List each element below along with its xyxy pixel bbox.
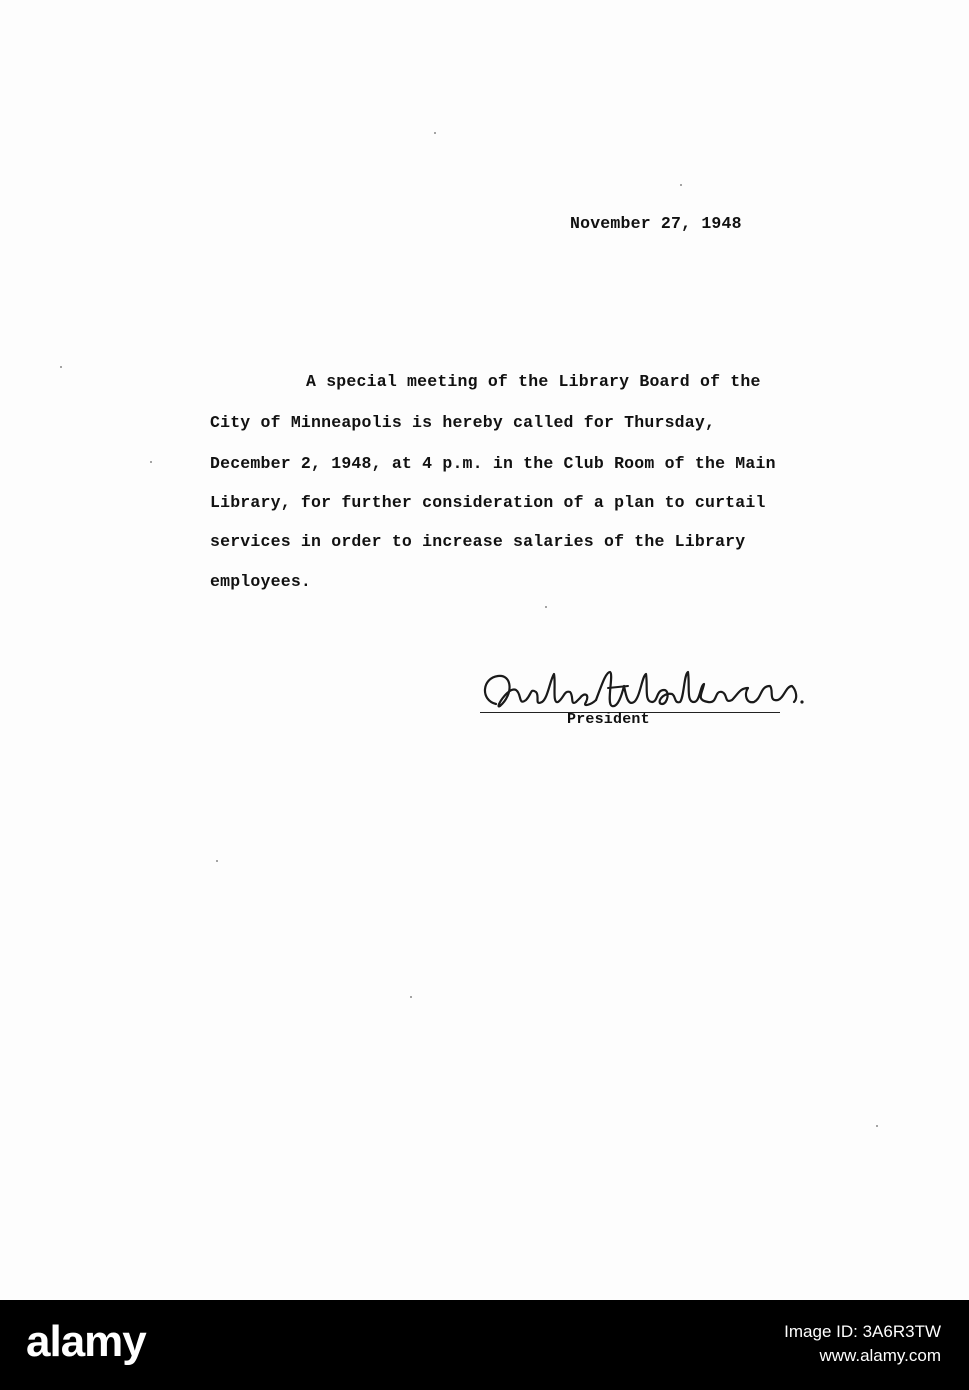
body-line-2: City of Minneapolis is hereby called for Thursday, <box>210 413 716 432</box>
letter-date: November 27, 1948 <box>570 214 742 233</box>
body-line-1: A special meeting of the Library Board of the <box>306 372 761 391</box>
paper-speck <box>680 184 682 186</box>
paper-speck <box>410 996 412 998</box>
paper-speck <box>216 860 218 862</box>
body-line-4: Library, for further consideration of a plan to curtail <box>210 493 766 512</box>
image-id: Image ID: 3A6R3TW <box>784 1322 941 1341</box>
alamy-logo <box>26 1318 186 1370</box>
body-line-3: December 2, 1948, at 4 p.m. in the Club Room of the Main <box>210 454 776 473</box>
signature-title: President <box>567 711 650 728</box>
paper-speck <box>60 366 62 368</box>
paper-speck <box>150 461 152 463</box>
paper-speck <box>545 606 547 608</box>
paper-speck <box>434 132 436 134</box>
paper-speck <box>876 1125 878 1127</box>
body-line-6: employees. <box>210 572 312 591</box>
handwritten-signature <box>478 664 814 716</box>
svg-text:alamy: alamy <box>26 1318 146 1366</box>
watermark-footer <box>0 1300 969 1390</box>
body-line-5: services in order to increase salaries of the Library <box>210 532 746 551</box>
watermark-info <box>784 1320 941 1368</box>
letter-body <box>210 372 776 612</box>
site-url: www.alamy.com <box>819 1346 941 1365</box>
